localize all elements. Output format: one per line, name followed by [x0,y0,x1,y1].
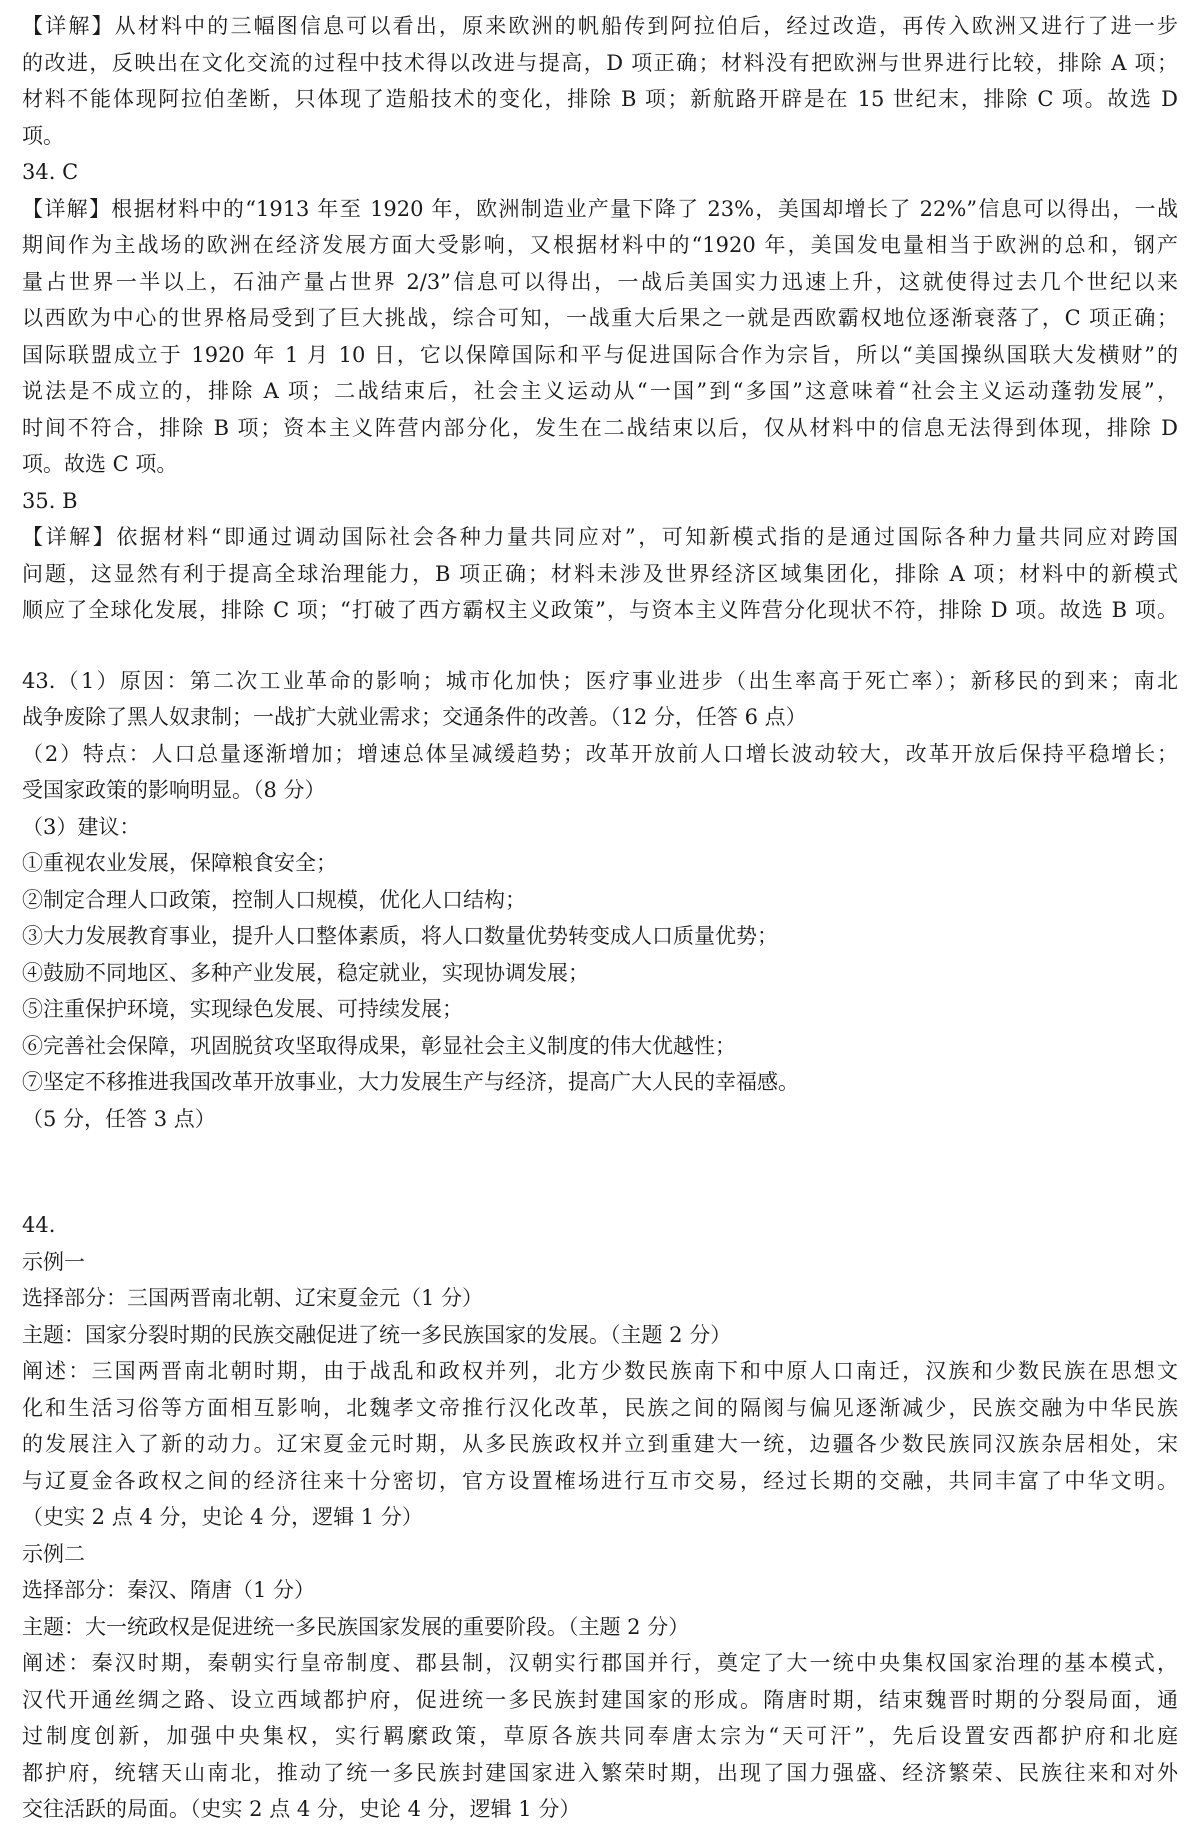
q35-line-3: 顺应了全球化发展，排除 C 项；“打破了西方霸权主义政策”，与资本主义阵营分化现状不符，排除 D 项。故选 B 项。 [22,598,1178,622]
q44-example-1-theme: 主题：国家分裂时期的民族交融促进了统一多民族国家的发展。（主题 2 分） [22,1322,732,1347]
q43-suggestion-1: ①重视农业发展，保障粮食安全； [22,851,337,875]
q34-section [22,154,1178,483]
q34-line-5: 国际联盟成立于 1920 年 1 月 10 日，它以保障国际和平与促进国际合作为宗旨，所以“美国操纵国联大发横财”的 [22,342,1178,367]
q44-example-1-title: 示例一 [22,1249,85,1274]
q35-answer: 35. B [22,488,78,513]
q34-line-4: 以西欧为中心的世界格局受到了巨大挑战，综合可知，一战重大后果之一就是西欧霸权地位逐渐衰落了，C 项正确； [22,306,1178,330]
q43-section [22,663,1178,1138]
q43-line-3: （2）特点：人口总量逐渐增加；增速总体呈减缓趋势；改革开放前人口增长波动较大，改革开放后保持平稳增长； [22,741,1178,766]
q44-example-1-choice: 选择部分：三国两晋南北朝、辽宋夏金元（1 分） [22,1286,484,1310]
q43-line-4: 受国家政策的影响明显。（8 分） [22,778,326,802]
q43-line-1: 43.（1）原因：第二次工业革命的影响；城市化加快；医疗事业进步（出生率高于死亡率）；新移民的到来；南北 [22,668,1178,693]
q43-suggestion-7: ⑦坚定不移推进我国改革开放事业，大力发展生产与经济，提高广大人民的幸福感。 [22,1070,799,1094]
q44-example-2-choice: 选择部分：秦汉、隋唐（1 分） [22,1578,316,1602]
q33-line-1: 【详解】从材料中的三幅图信息可以看出，原来欧洲的帆船传到阿拉伯后，经过改造，再传入欧洲又进行了进一步 [22,14,1178,38]
q44-example-2-line-1: 阐述：秦汉时期，秦朝实行皇帝制度、郡县制，汉朝实行郡国并行，奠定了大一统中央集权国家治理的基本模式， [22,1651,1178,1675]
q44-example-1-line-2: 化和生活习俗等方面相互影响，北魏孝文帝推行汉化改革，民族之间的隔阂与偏见逐渐减少，民族交融为中华民族 [22,1395,1178,1420]
q43-suggestion-2: ②制定合理人口政策，控制人口规模，优化人口结构； [22,887,526,912]
q43-line-5: （3）建议： [22,814,141,839]
q44-example-2-line-3: 过制度创新，加强中央集权，实行羁縻政策，草原各族共同奉唐太宗为“天可汗”，先后设置安西都护府和北庭 [22,1724,1178,1748]
q33-line-3: 材料不能体现阿拉伯垄断，只体现了造船技术的变化，排除 B 项；新航路开辟是在 15 世纪末，排除 C 项。故选 D [22,87,1178,111]
q34-line-3: 量占世界一半以上，石油产量占世界 2/3”信息可以得出，一战后美国实力迅速上升，这就使得过去几个世纪以来 [22,269,1178,294]
q43-suggestion-6: ⑥完善社会保障，巩固脱贫攻坚取得成果，彰显社会主义制度的伟大优越性； [22,1033,736,1058]
section-spacer [22,1137,1178,1207]
q43-suggestion-5: ⑤注重保护环境，实现绿色发展、可持续发展； [22,997,463,1021]
q33-line-2: 的改进，反映出在文化交流的过程中技术得以改进与提高，D 项正确；材料没有把欧洲与世界进行比较，排除 A 项； [22,50,1178,75]
q44-example-2-line-4: 都护府，统辖天山南北，推动了统一多民族封建国家进入繁荣时期，出现了国力强盛、经济繁荣、民族往来和对外 [22,1760,1178,1785]
q44-example-1-line-4: 与辽夏金各政权之间的经济往来十分密切，官方设置榷场进行互市交易，经过长期的交融，共同丰富了中华文明。 [22,1468,1178,1493]
q43-suggestion-4: ④鼓励不同地区、多种产业发展，稳定就业，实现协调发展； [22,960,589,985]
q34-line-8: 项。故选 C 项。 [22,452,178,476]
q34-line-1: 【详解】根据材料中的“1913 年至 1920 年，欧洲制造业产量下降了 23%，美国却增长了 22%”信息可以得出，一战 [22,196,1178,221]
q44-number: 44. [22,1213,56,1237]
q44-example-1-line-3: 的发展注入了新的动力。辽宋夏金元时期，从多民族政权并立到重建大一统，边疆各少数民族同汉族杂居相处，宋 [22,1432,1178,1456]
q44-example-2-title: 示例二 [22,1541,85,1566]
q43-score-note: （5 分，任答 3 点） [22,1106,216,1131]
q44-example-1-score: （史实 2 点 4 分，史论 4 分，逻辑 1 分） [22,1505,423,1529]
section-spacer [22,629,1178,663]
q44-example-2-line-5: 交往活跃的局面。（史实 2 点 4 分，史论 4 分，逻辑 1 分） [22,1797,581,1821]
q34-line-7: 时间不符合，排除 B 项；资本主义阵营内部分化，发生在二战结束以后，仅从材料中的信息无法得到体现，排除 D [22,415,1178,440]
q33-line-4: 项。 [22,123,64,148]
q34-line-6: 说法是不成立的，排除 A 项；二战结束后，社会主义运动从“一国”到“多国”这意味着“社会主义运动蓬勃发展”， [22,379,1178,403]
q43-line-2: 战争废除了黑人奴隶制；一战扩大就业需求；交通条件的改善。（12 分，任答 6 点） [22,705,807,729]
q44-example-2-line-2: 汉代开通丝绸之路、设立西域都护府，促进统一多民族封建国家的形成。隋唐时期，结束魏晋时期的分裂局面，通 [22,1687,1178,1712]
q44-example-1-line-1: 阐述：三国两晋南北朝时期，由于战乱和政权并列，北方少数民族南下和中原人口南迁，汉族和少数民族在思想文 [22,1359,1178,1383]
q33-explanation [22,8,1178,154]
q35-line-1: 【详解】依据材料“即通过调动国际社会各种力量共同应对”，可知新模式指的是通过国际各种力量共同应对跨国 [22,525,1178,549]
q35-line-2: 问题，这显然有利于提高全球治理能力，B 项正确；材料未涉及世界经济区域集团化，排除 A 项；材料中的新模式 [22,561,1178,586]
q34-line-2: 期间作为主战场的欧洲在经济发展方面大受影响，又根据材料中的“1920 年，美国发电量相当于欧洲的总和，钢产 [22,233,1178,257]
q44-section [22,1207,1178,1828]
q43-suggestion-3: ③大力发展教育事业，提升人口整体素质，将人口数量优势转变成人口质量优势； [22,924,778,948]
q44-example-2-theme: 主题：大一统政权是促进统一多民族国家发展的重要阶段。（主题 2 分） [22,1614,690,1639]
q35-section [22,483,1178,629]
q34-answer: 34. C [22,160,79,184]
